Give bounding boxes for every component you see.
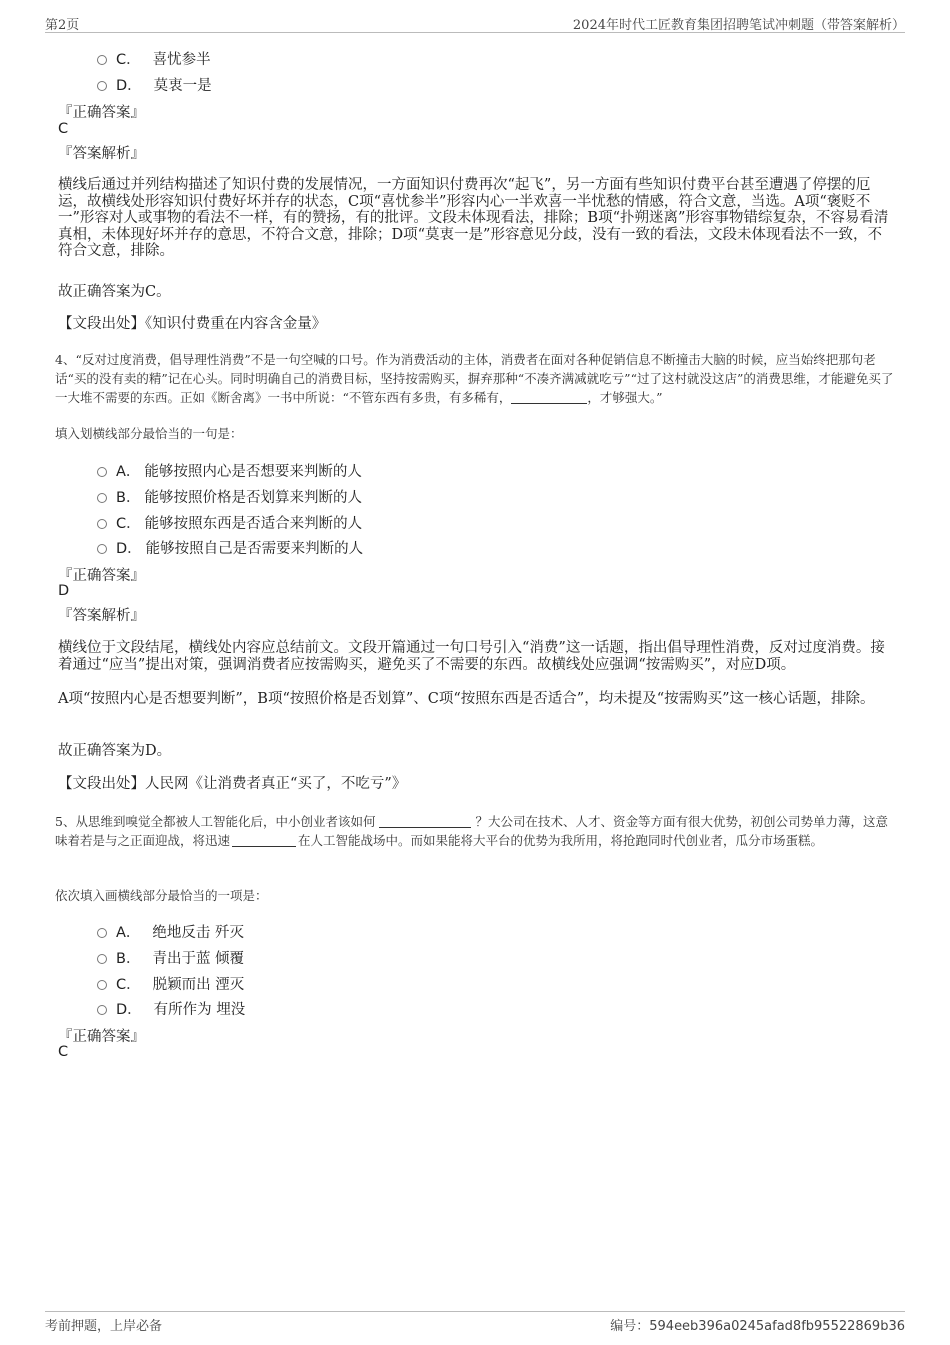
radio-icon[interactable] (97, 55, 107, 65)
footer-slogan: 考前押题，上岸必备 (45, 1319, 163, 1334)
source: 【文段出处】人民网《让消费者真正“买了，不吃亏”》 (58, 776, 407, 792)
document-title: 2024年时代工匠教育集团招聘笔试冲刺题（带答案解析） (572, 18, 905, 33)
radio-icon[interactable] (97, 81, 107, 91)
option-b[interactable]: B． 能够按照价格是否划算来判断的人 (97, 486, 362, 507)
analysis-label: 『答案解析』 (58, 608, 145, 624)
analysis-text: A项“按照内心是否想要判断”，B项“按照价格是否划算”、C项“按照东西是否适合”，均未提及“按需购买”这一核心话题，排除。 (58, 691, 875, 707)
option-a[interactable]: A． 绝地反击 歼灭 (97, 921, 244, 942)
page-footer (45, 1311, 905, 1332)
page-number: 第2页 (45, 18, 80, 33)
answer-label: 『正确答案』 (58, 568, 145, 584)
question-prompt: 依次填入画横线部分最恰当的一项是： (55, 888, 268, 903)
answer-value: D (58, 583, 70, 599)
source: 【文段出处】《知识付费重在内容含金量》 (58, 316, 327, 332)
question-stem: 5、从思维到嗅觉全都被人工智能化后，中小创业者该如何 ？大公司在技术、人才、资金等方面有很大优势，初创公司势单力薄，这意味着若是与之正面迎战，将迅速 在人工智能战场中。而如果能将大平台的优势为我所用，将抢跑同时代创业者，瓜分市场蛋糕。 (55, 814, 888, 848)
conclusion: 故正确答案为D。 (58, 743, 172, 759)
question-stem: 4、“反对过度消费，倡导理性消费”不是一句空喊的口号。作为消费活动的主体，消费者在面对各种促销信息不断撞击大脑的时候，应当始终把那句老话“买的没有卖的精”记在心头。同时明确自己的消费目标，坚持按需购买，摒弃那种“不凑齐满减就吃亏”“过了这村就没这店”的消费思维，才能避免买了一大堆不需要的东西。正如《断舍离》一书中所说：“不管东西有多贵，有多稀有， ，才够强大。” (55, 352, 894, 405)
option-c[interactable]: C． 喜忧参半 (97, 48, 211, 69)
radio-icon[interactable] (97, 467, 107, 477)
option-d[interactable]: D． 有所作为 埋没 (97, 998, 245, 1019)
radio-icon[interactable] (97, 519, 107, 529)
option-c[interactable]: C． 能够按照东西是否适合来判断的人 (97, 512, 362, 533)
option-b[interactable]: B． 青出于蓝 倾覆 (97, 947, 244, 968)
analysis-text: 横线后通过并列结构描述了知识付费的发展情况，一方面知识付费再次“起飞”，另一方面有些知识付费平台甚至遭遇了停摆的厄运，故横线处形容知识付费好坏并存的状态，C项“喜忧参半”形容内心一半欢喜一半忧愁的情感，符合文意，当选。A项“褒贬不一”形容对人或事物的看法不一样，有的赞扬，有的批评。文段未体现看法，排除；B项“扑朔迷离”形容事物错综复杂，不容易看清真相，未体现好坏并存的意思，不符合文意，排除；D项“莫衷一是”形容意见分歧，没有一致的看法，文段未体现看法不一致，不符合文意，排除。 (58, 177, 889, 259)
analysis-text: 横线位于文段结尾，横线处内容应总结前文。文段开篇通过一句口号引入“消费”这一话题，指出倡导理性消费，反对过度消费。接着通过“应当”提出对策，强调消费者应按需购买，避免买了不需要的东西。故横线处应强调“按需购买”，对应D项。 (58, 640, 885, 673)
answer-label: 『正确答案』 (58, 1029, 145, 1045)
radio-icon[interactable] (97, 928, 107, 938)
answer-value: C (58, 121, 69, 137)
option-d[interactable]: D． 莫衷一是 (97, 74, 212, 95)
blank-line (379, 827, 471, 828)
radio-icon[interactable] (97, 954, 107, 964)
blank-line (232, 846, 296, 847)
answer-label: 『正确答案』 (58, 105, 145, 121)
blank-line (511, 403, 587, 404)
question-prompt: 填入划横线部分最恰当的一句是： (55, 426, 243, 441)
answer-value: C (58, 1044, 69, 1060)
analysis-label: 『答案解析』 (58, 146, 145, 162)
conclusion: 故正确答案为C。 (58, 284, 171, 300)
radio-icon[interactable] (97, 980, 107, 990)
radio-icon[interactable] (97, 493, 107, 503)
page-header (45, 14, 905, 33)
document-code: 编号：594eeb396a0245afad8fb95522869b36 (610, 1319, 905, 1334)
option-a[interactable]: A． 能够按照内心是否想要来判断的人 (97, 460, 362, 481)
radio-icon[interactable] (97, 544, 107, 554)
radio-icon[interactable] (97, 1005, 107, 1015)
option-d[interactable]: D． 能够按照自己是否需要来判断的人 (97, 537, 363, 558)
option-c[interactable]: C． 脱颖而出 湮灭 (97, 973, 244, 994)
